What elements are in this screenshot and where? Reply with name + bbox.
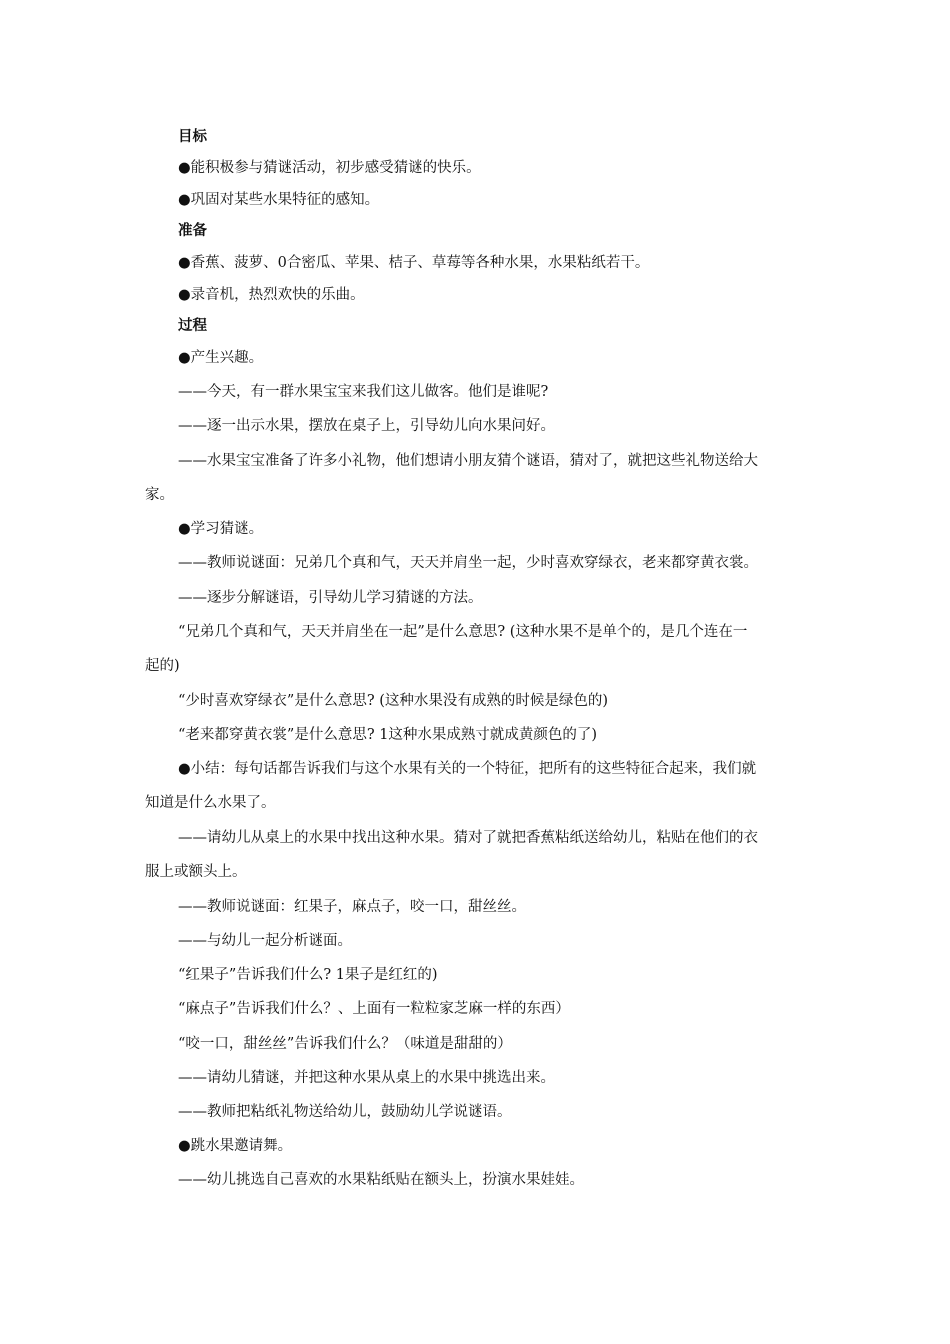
process-line: “咬一口，甜丝丝”告诉我们什么？（味道是甜甜的）: [178, 1036, 512, 1052]
process-line: ●产生兴趣。: [178, 350, 264, 366]
prep-item-2: ●录音机，热烈欢快的乐曲。: [178, 287, 365, 303]
prep-item-1: ●香蕉、菠萝、0合密瓜、苹果、桔子、草莓等各种水果，水果粘纸若干。: [178, 255, 650, 271]
process-line: 服上或额头上。: [145, 864, 247, 880]
process-line: 知道是什么水果了。: [145, 795, 276, 811]
process-line: ——教师把粘纸礼物送给幼儿，鼓励幼儿学说谜语。: [178, 1104, 512, 1120]
process-line: ——幼儿挑选自己喜欢的水果粘纸贴在额头上，扮演水果娃娃。: [178, 1172, 584, 1188]
process-line: 家。: [145, 487, 174, 503]
process-line: “老来都穿黄衣裳”是什么意思? 1这种水果成熟寸就成黄颜色的了): [178, 727, 598, 743]
goal-item-1: ●能积极参与猜谜活动，初步感受猜谜的快乐。: [178, 160, 481, 176]
process-line: ——教师说谜面：兄弟几个真和气，天天并肩坐一起，少时喜欢穿绿衣，老来都穿黄衣裳。: [178, 555, 758, 571]
prep-heading: 准备: [178, 223, 207, 239]
process-line: “麻点子”告诉我们什么？、上面有一粒粒家芝麻一样的东西）: [178, 1001, 570, 1017]
process-line: “少时喜欢穿绿衣”是什么意思? (这种水果没有成熟的时候是绿色的): [178, 693, 609, 709]
process-line: ——水果宝宝准备了许多小礼物，他们想请小朋友猜个谜语，猜对了，就把这些礼物送给大: [178, 453, 758, 469]
process-line: “兄弟几个真和气，天天并肩坐在一起”是什么意思? (这种水果不是单个的，是几个连在一: [178, 624, 748, 640]
process-line: ——今天，有一群水果宝宝来我们这儿做客。他们是谁呢?: [178, 384, 549, 400]
process-line: ●学习猜谜。: [178, 521, 264, 537]
process-line: ——逐一出示水果，摆放在桌子上，引导幼儿向水果问好。: [178, 418, 555, 434]
process-heading: 过程: [178, 318, 207, 334]
process-line: ——教师说谜面：红果子，麻点子，咬一口，甜丝丝。: [178, 899, 526, 915]
process-line: ——逐步分解谜语，引导幼儿学习猜谜的方法。: [178, 590, 483, 606]
process-line: ——请幼儿从桌上的水果中找出这种水果。猜对了就把香蕉粘纸送给幼儿，粘贴在他们的衣: [178, 830, 758, 846]
process-line: ——请幼儿猜谜，并把这种水果从桌上的水果中挑选出来。: [178, 1070, 555, 1086]
process-line: 起的): [145, 658, 180, 674]
process-line: ●跳水果邀请舞。: [178, 1138, 293, 1154]
process-line: “红果子”告诉我们什么? 1果子是红红的): [178, 967, 438, 983]
process-line: ——与幼儿一起分析谜面。: [178, 933, 352, 949]
goal-heading: 目标: [178, 129, 207, 145]
goal-item-2: ●巩固对某些水果特征的感知。: [178, 192, 380, 208]
process-line: ●小结：每句话都告诉我们与这个水果有关的一个特征，把所有的这些特征合起来，我们就: [178, 761, 757, 777]
